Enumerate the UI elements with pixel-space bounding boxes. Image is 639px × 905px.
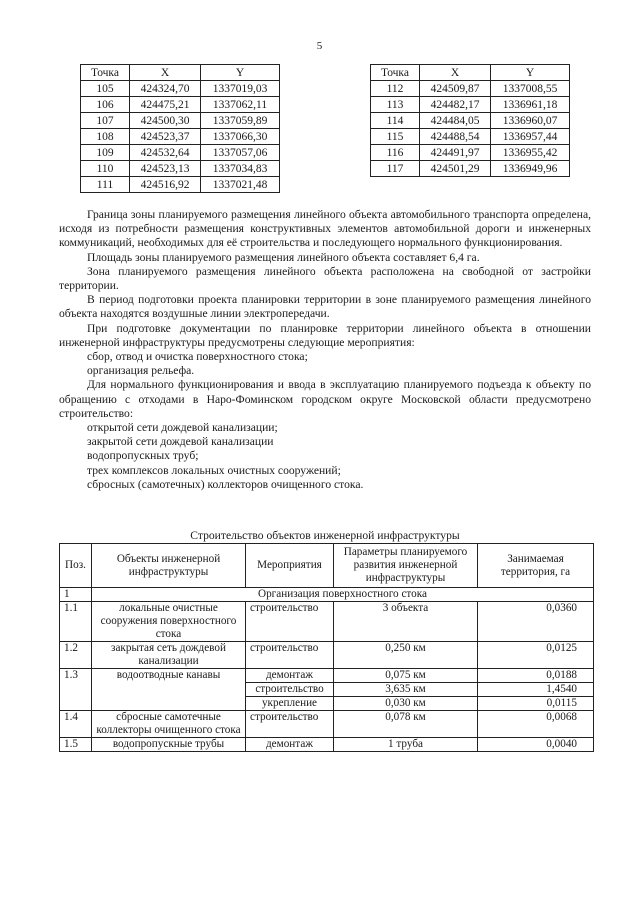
y-cell: 1337034,83 <box>201 161 280 177</box>
table-row <box>371 97 570 113</box>
area-cell: 0,0188 <box>478 669 594 683</box>
x-cell: 424475,21 <box>130 97 201 113</box>
point-cell: 115 <box>371 129 420 145</box>
column-header-point: Точка <box>81 65 130 81</box>
coordinate-table-right <box>370 64 570 177</box>
x-cell: 424532,64 <box>130 145 201 161</box>
column-header-point: Точка <box>371 65 420 81</box>
x-cell: 424523,37 <box>130 129 201 145</box>
column-header-y: Y <box>201 65 280 81</box>
point-cell: 111 <box>81 177 130 193</box>
column-header-x: X <box>420 65 491 81</box>
infrastructure-table-title: Строительство объектов инженерной инфраструктуры <box>190 529 460 542</box>
body-text <box>59 208 591 492</box>
param-cell: 1 труба <box>334 738 478 752</box>
coordinate-table-left <box>80 64 280 193</box>
infrastructure-table <box>59 543 594 752</box>
y-cell: 1337059,89 <box>201 113 280 129</box>
table-row <box>60 669 594 683</box>
list-item: трех комплексов локальных очистных сооружений; <box>87 463 341 477</box>
table-row <box>81 177 280 193</box>
column-header-activities: Мероприятия <box>246 544 334 588</box>
y-cell: 1336961,18 <box>491 97 570 113</box>
section-row <box>60 588 594 602</box>
object-cell: водопропускные трубы <box>92 738 246 752</box>
param-cell: 0,030 км <box>334 697 478 711</box>
list-item: сбросных (самотечных) коллекторов очищенного стока. <box>87 477 364 491</box>
table-row <box>60 642 594 669</box>
y-cell: 1337008,55 <box>491 81 570 97</box>
x-cell: 424491,97 <box>420 145 491 161</box>
pos-cell: 1.5 <box>60 738 92 752</box>
point-cell: 110 <box>81 161 130 177</box>
point-cell: 113 <box>371 97 420 113</box>
object-cell: водоотводные канавы <box>92 669 246 711</box>
list-item: сбор, отвод и очистка поверхностного стока; <box>87 350 308 364</box>
param-cell: 0,078 км <box>334 711 478 738</box>
x-cell: 424484,05 <box>420 113 491 129</box>
area-cell: 0,0115 <box>478 697 594 711</box>
list-item: водопропускных труб; <box>87 449 199 463</box>
point-cell: 107 <box>81 113 130 129</box>
table-row <box>371 129 570 145</box>
point-cell: 108 <box>81 129 130 145</box>
paragraph-construction: Для нормального функционирования и ввода в эксплуатацию планируемого подъезда к объекту по обращению с отходами в Наро-Фоминском городском округе Московской области предусмотрено строительство: <box>59 378 591 420</box>
param-cell: 0,075 км <box>334 669 478 683</box>
x-cell: 424501,29 <box>420 161 491 177</box>
param-cell: 3 объекта <box>334 602 478 642</box>
x-cell: 424509,87 <box>420 81 491 97</box>
paragraph-zone-location: Зона планируемого размещения линейного объекта расположена на свободной от застройки территории. <box>59 264 591 293</box>
x-cell: 424324,70 <box>130 81 201 97</box>
table-row <box>81 129 280 145</box>
table-row <box>371 81 570 97</box>
table-row <box>371 161 570 177</box>
activity-cell: строительство <box>246 642 334 669</box>
x-cell: 424523,13 <box>130 161 201 177</box>
pos-cell: 1.2 <box>60 642 92 669</box>
table-row <box>81 97 280 113</box>
table-row <box>371 113 570 129</box>
paragraph-infrastructure-measures: При подготовке документации по планировке территории линейного объекта в отношении инженерной инфраструктуры предусмотрены следующие мероприятия: <box>59 321 591 349</box>
area-cell: 0,0068 <box>478 711 594 738</box>
area-cell: 0,0125 <box>478 642 594 669</box>
pos-cell: 1.3 <box>60 669 92 711</box>
table-row <box>81 113 280 129</box>
table-row <box>81 161 280 177</box>
section-title: Организация поверхностного стока <box>92 588 594 602</box>
x-cell: 424488,54 <box>420 129 491 145</box>
column-header-objects: Объекты инженерной инфраструктуры <box>92 544 246 588</box>
list-item: закрытой сети дождевой канализации <box>87 435 274 449</box>
point-cell: 109 <box>81 145 130 161</box>
point-cell: 106 <box>81 97 130 113</box>
x-cell: 424482,17 <box>420 97 491 113</box>
x-cell: 424500,30 <box>130 113 201 129</box>
table-row <box>60 602 594 642</box>
area-cell: 1,4540 <box>478 683 594 697</box>
table-row <box>371 145 570 161</box>
point-cell: 105 <box>81 81 130 97</box>
area-cell: 0,0040 <box>478 738 594 752</box>
activity-cell: демонтаж <box>246 738 334 752</box>
pos-cell: 1.4 <box>60 711 92 738</box>
activity-cell: укрепление <box>246 697 334 711</box>
paragraph-zone-area: Площадь зоны планируемого размещения линейного объекта составляет 6,4 га. <box>87 250 480 264</box>
point-cell: 112 <box>371 81 420 97</box>
table-row <box>81 81 280 97</box>
param-cell: 0,250 км <box>334 642 478 669</box>
page-number: 5 <box>316 40 323 52</box>
y-cell: 1337019,03 <box>201 81 280 97</box>
y-cell: 1336949,96 <box>491 161 570 177</box>
point-cell: 116 <box>371 145 420 161</box>
list-item: открытой сети дождевой канализации; <box>87 421 278 435</box>
object-cell: сбросные самотечные коллекторы очищенного стока <box>92 711 246 738</box>
list-item: организация рельефа. <box>87 364 195 378</box>
x-cell: 424516,92 <box>130 177 201 193</box>
paragraph-zone-boundary: Граница зоны планируемого размещения линейного объекта автомобильного транспорта определена, исходя из потребности размещения конструктивных элементов автомобильной дороги и инженерных коммуникаций, необходимых для её строительства и последующего нормального функционирования. <box>59 208 591 250</box>
y-cell: 1337057,06 <box>201 145 280 161</box>
point-cell: 114 <box>371 113 420 129</box>
object-cell: закрытая сеть дождевой канализации <box>92 642 246 669</box>
column-header-pos: Поз. <box>60 544 92 588</box>
paragraph-power-lines: В период подготовки проекта планировки территории в зоне планируемого размещения линейного объекта находятся воздушные линии электропередачи. <box>59 293 591 321</box>
y-cell: 1336960,07 <box>491 113 570 129</box>
y-cell: 1337021,48 <box>201 177 280 193</box>
y-cell: 1336955,42 <box>491 145 570 161</box>
param-cell: 3,635 км <box>334 683 478 697</box>
pos-cell: 1 <box>60 588 92 602</box>
pos-cell: 1.1 <box>60 602 92 642</box>
point-cell: 117 <box>371 161 420 177</box>
y-cell: 1337066,30 <box>201 129 280 145</box>
column-header-area: Занимаемая территория, га <box>478 544 594 588</box>
table-row <box>81 145 280 161</box>
table-row <box>60 738 594 752</box>
column-header-y: Y <box>491 65 570 81</box>
activity-cell: строительство <box>246 711 334 738</box>
area-cell: 0,0360 <box>478 602 594 642</box>
y-cell: 1336957,44 <box>491 129 570 145</box>
table-row <box>60 711 594 738</box>
activity-cell: строительство <box>246 683 334 697</box>
activity-cell: строительство <box>246 602 334 642</box>
y-cell: 1337062,11 <box>201 97 280 113</box>
activity-cell: демонтаж <box>246 669 334 683</box>
column-header-params: Параметры планируемого развития инженерной инфраструктуры <box>334 544 478 588</box>
column-header-x: X <box>130 65 201 81</box>
object-cell: локальные очистные сооружения поверхностного стока <box>92 602 246 642</box>
